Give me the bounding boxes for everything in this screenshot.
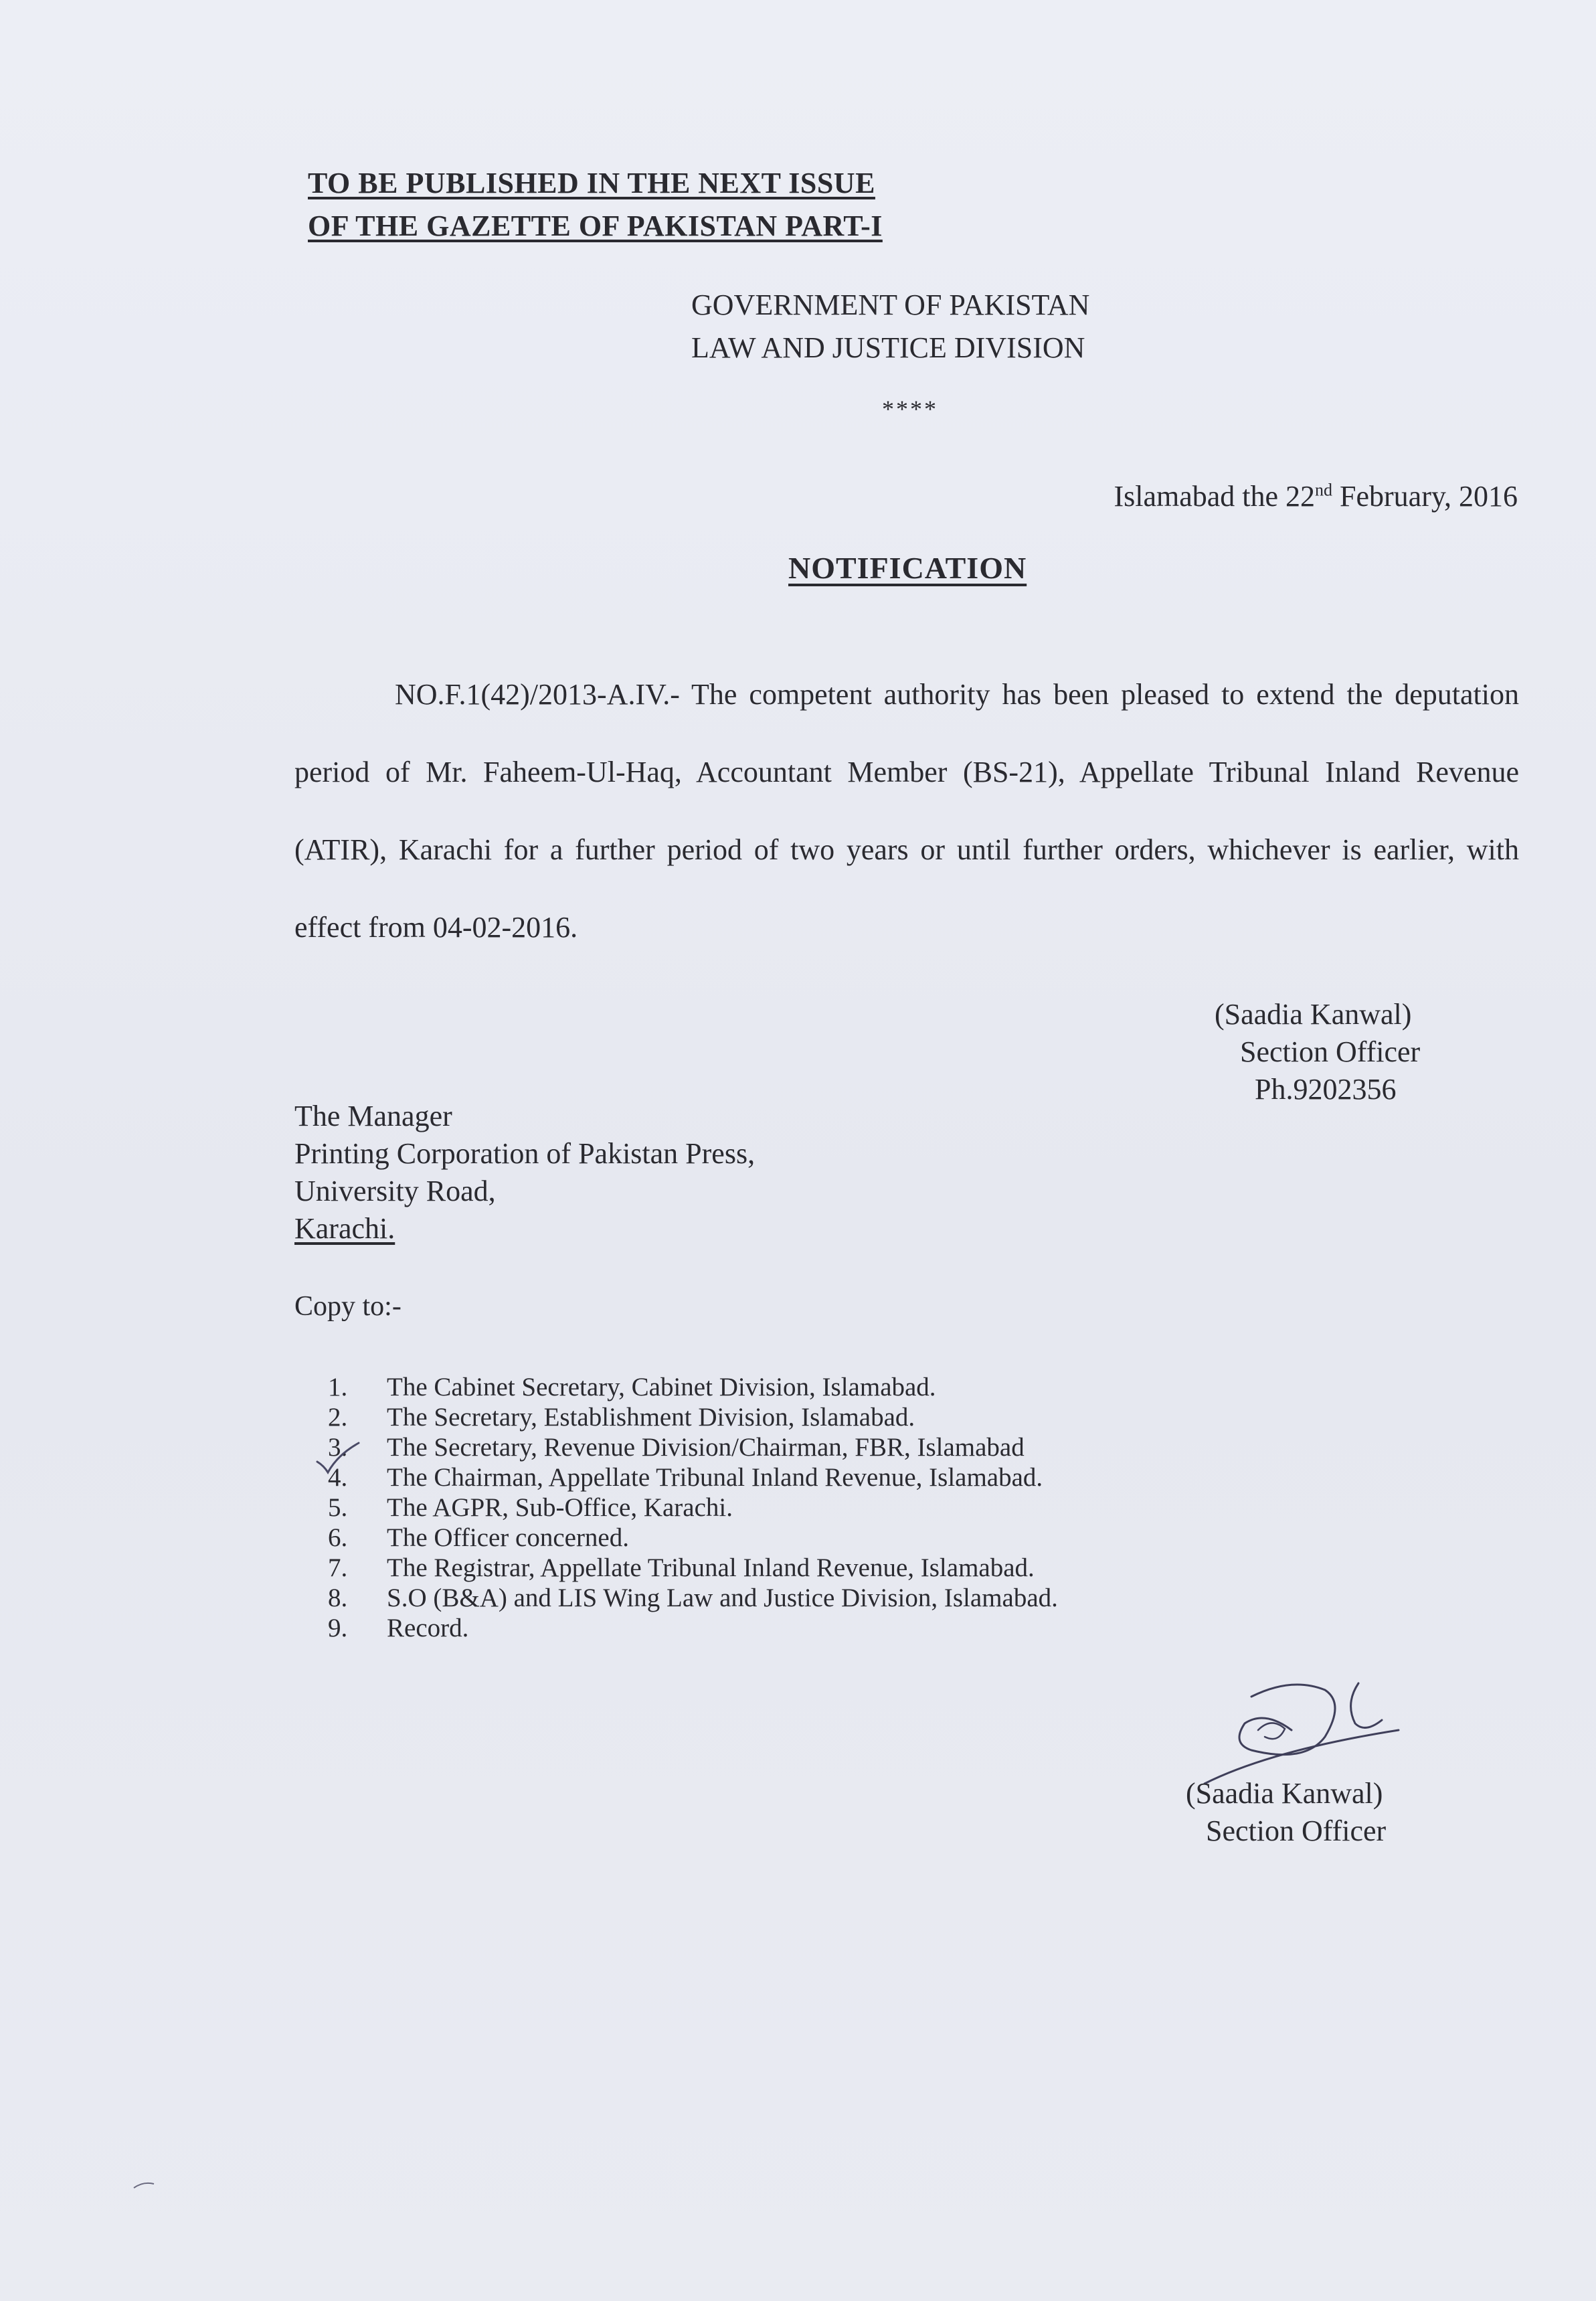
government-heading bbox=[691, 284, 1089, 369]
date-suffix: nd bbox=[1315, 480, 1333, 500]
signatory-name: (Saadia Kanwal) bbox=[1186, 1777, 1383, 1810]
separator-stars: **** bbox=[882, 396, 938, 422]
list-item-number: 5. bbox=[328, 1493, 348, 1522]
list-item bbox=[328, 1493, 1058, 1523]
list-item-number: 1. bbox=[328, 1373, 348, 1401]
handwritten-tick-icon bbox=[315, 1439, 361, 1479]
list-item-text: The Cabinet Secretary, Cabinet Division, Islamabad. bbox=[387, 1373, 936, 1401]
notification-body: NO.F.1(42)/2013-A.IV.- The competent authority has been pleased to extend the deputation period of Mr. Faheem-Ul-Haq, Accountant Member (BS-21), Appellate Tribunal Inland Revenue (ATIR), Karachi for a further period of two years or until further orders, whichever is earlier, with effect from 04-02-2016. bbox=[294, 678, 1519, 944]
list-item-text: The Chairman, Appellate Tribunal Inland Revenue, Islamabad. bbox=[387, 1463, 1043, 1492]
gazette-line-2: OF THE GAZETTE OF PAKISTAN PART-I bbox=[308, 209, 883, 242]
government-name: GOVERNMENT OF PAKISTAN bbox=[691, 288, 1090, 321]
list-item-number: 3. bbox=[328, 1433, 348, 1462]
list-item bbox=[328, 1432, 1058, 1462]
notification-title: NOTIFICATION bbox=[788, 551, 1027, 585]
signatory-phone: Ph.9202356 bbox=[1255, 1073, 1397, 1106]
list-item bbox=[328, 1553, 1058, 1583]
list-item bbox=[328, 1523, 1058, 1553]
list-item bbox=[328, 1462, 1058, 1493]
addressee-line-4: Karachi. bbox=[294, 1212, 395, 1245]
list-item bbox=[328, 1583, 1058, 1613]
division-name: LAW AND JUSTICE DIVISION bbox=[691, 331, 1085, 364]
signatory-block-bottom bbox=[1186, 1775, 1386, 1850]
list-item-text: The Secretary, Establishment Division, Islamabad. bbox=[387, 1403, 915, 1432]
list-item-number: 9. bbox=[328, 1614, 348, 1642]
stray-mark-icon bbox=[131, 2179, 158, 2192]
list-item-number: 7. bbox=[328, 1553, 348, 1582]
signatory-name: (Saadia Kanwal) bbox=[1215, 998, 1412, 1031]
copy-to-list bbox=[328, 1372, 1058, 1643]
list-item-text: Record. bbox=[387, 1614, 469, 1642]
list-item-number: 8. bbox=[328, 1584, 348, 1612]
addressee-line-2: Printing Corporation of Pakistan Press, bbox=[294, 1137, 756, 1170]
list-item-text: The AGPR, Sub-Office, Karachi. bbox=[387, 1493, 733, 1522]
date-rest: February, 2016 bbox=[1332, 480, 1518, 513]
signatory-designation: Section Officer bbox=[1240, 1035, 1421, 1068]
copy-to-label: Copy to:- bbox=[294, 1291, 402, 1322]
addressee-line-1: The Manager bbox=[294, 1100, 452, 1132]
list-item-text: The Officer concerned. bbox=[387, 1523, 629, 1552]
list-item bbox=[328, 1402, 1058, 1432]
list-item bbox=[328, 1613, 1058, 1643]
list-item-number: 4. bbox=[328, 1463, 348, 1492]
list-item-number: 6. bbox=[328, 1523, 348, 1552]
list-item-text: The Secretary, Revenue Division/Chairman, FBR, Islamabad bbox=[387, 1433, 1025, 1462]
addressee-block bbox=[294, 1098, 755, 1248]
gazette-heading bbox=[308, 162, 883, 248]
signatory-block-top bbox=[1215, 996, 1420, 1108]
date-prefix: Islamabad the 22 bbox=[1114, 480, 1316, 513]
notification-date bbox=[1114, 479, 1518, 513]
list-item-text: S.O (B&A) and LIS Wing Law and Justice Division, Islamabad. bbox=[387, 1584, 1058, 1612]
gazette-line-1: TO BE PUBLISHED IN THE NEXT ISSUE bbox=[308, 167, 875, 199]
addressee-line-3: University Road, bbox=[294, 1175, 496, 1207]
list-item-text: The Registrar, Appellate Tribunal Inland Revenue, Islamabad. bbox=[387, 1553, 1035, 1582]
signatory-designation: Section Officer bbox=[1206, 1814, 1387, 1847]
list-item bbox=[328, 1372, 1058, 1402]
list-item-number: 2. bbox=[328, 1403, 348, 1432]
